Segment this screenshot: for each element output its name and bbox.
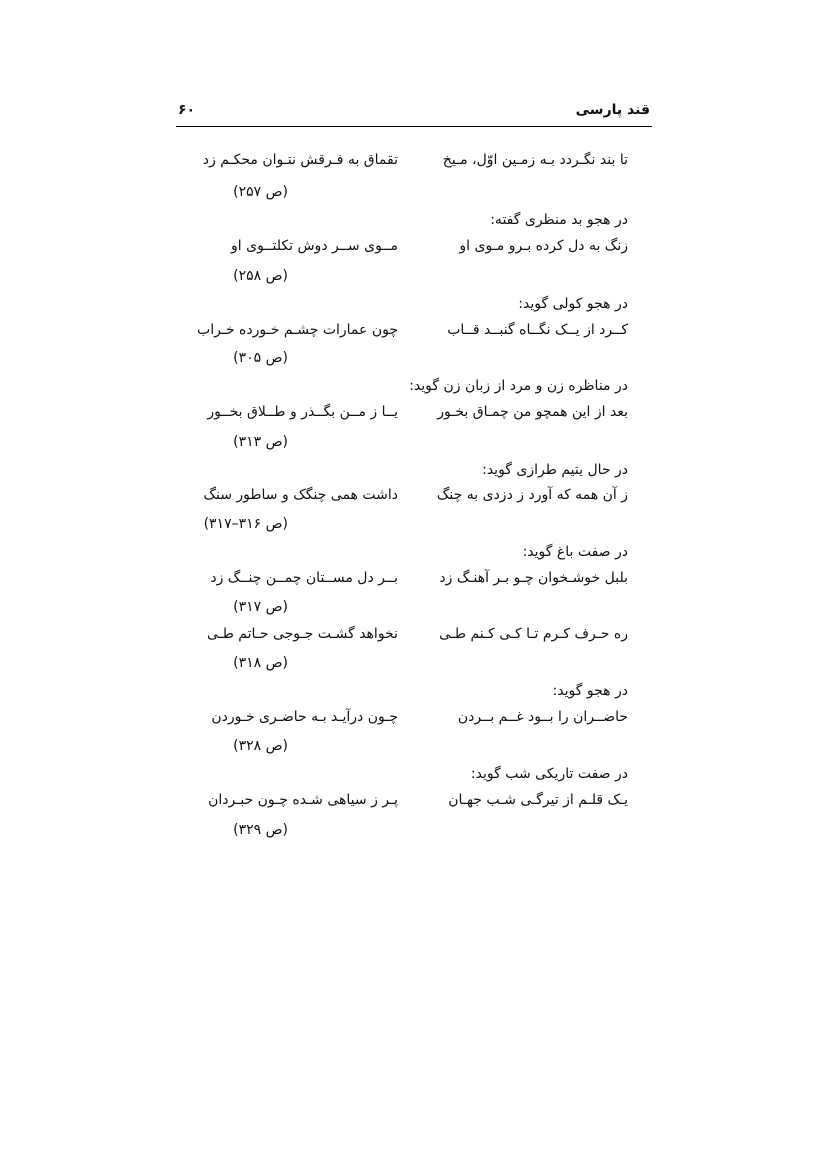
page-reference: (ص ۲۵۸) — [233, 268, 288, 284]
page-reference: (ص ۳۱۶–۳۱۷) — [203, 516, 288, 532]
verse-first-hemistich: بعد از این همچو من چمـاق بخـور — [437, 404, 628, 420]
verse-second-hemistich: بــر دل مســتان چمــن چنــگ زد — [210, 570, 398, 586]
verse-first-hemistich: ره حـرف کـرم تـا کـی کـنم طـی — [439, 626, 628, 642]
verse-first-hemistich: ز آن همه که آورد ز دزدی به چنگ — [436, 487, 628, 503]
section-title: در صفت تاریکی شب گوید: — [470, 766, 628, 782]
verse-second-hemistich: پـر ز سیاهی شـده چـون حبـردان — [208, 792, 398, 808]
section-title: در صفت باغ گوید: — [522, 544, 628, 560]
page-reference: (ص ۳۲۹) — [233, 822, 288, 838]
verse-first-hemistich: حاضــران را بــود غــم بــردن — [457, 709, 628, 725]
verse-second-hemistich: داشت همی چنگک و ساطور سنگ — [203, 487, 398, 503]
verse-first-hemistich: یـک قلـم از تیرگـی شـب جهـان — [448, 792, 628, 808]
page-header — [176, 100, 652, 127]
section-title: در هجو بد منظری گفته: — [490, 212, 628, 228]
section-title: در مناظره زن و مرد از زبان زن گوید: — [409, 378, 628, 394]
section-title: در هجو کولی گوید: — [518, 296, 628, 312]
verse-first-hemistich: کــرد از یــک نگــاه گنبــد قــاب — [447, 322, 628, 338]
verse-second-hemistich: چون عمارات چشـم خـورده خـراب — [197, 322, 398, 338]
section-title: در هجو گوید: — [552, 683, 628, 699]
page-reference: (ص ۳۱۷) — [233, 599, 288, 615]
page-reference: (ص ۲۵۷) — [233, 184, 288, 200]
page-number: ۶۰ — [178, 102, 196, 118]
page-reference: (ص ۳۱۸) — [233, 655, 288, 671]
verse-first-hemistich: بلبل خوشـخوان چـو بـر آهنـگ زد — [439, 570, 628, 586]
verse-second-hemistich: یــا ز مــن بگــذر و طــلاق بخــور — [207, 404, 398, 420]
running-title: قند پارسی — [575, 102, 650, 118]
verse-second-hemistich: تقماق به فـرقش نتـوان محکـم زد — [202, 152, 398, 168]
page-reference: (ص ۳۲۸) — [233, 738, 288, 754]
verse-first-hemistich: زنگ به دل کرده بـرو مـوی او — [459, 238, 628, 254]
verse-second-hemistich: چـون درآیـد بـه حاضـری خـوردن — [211, 709, 398, 725]
page-reference: (ص ۳۰۵) — [233, 350, 288, 366]
page-reference: (ص ۳۱۳) — [233, 434, 288, 450]
section-title: در حال یتیم طرازی گوید: — [482, 462, 628, 478]
verse-first-hemistich: تا بند نگـردد بـه زمـین اوّل، مـیخ — [442, 152, 628, 168]
verse-second-hemistich: مــوی ســر دوش تکلتــوی او — [231, 238, 398, 254]
verse-second-hemistich: نخواهد گشـت جـوجی حـاتم طـی — [206, 626, 398, 642]
